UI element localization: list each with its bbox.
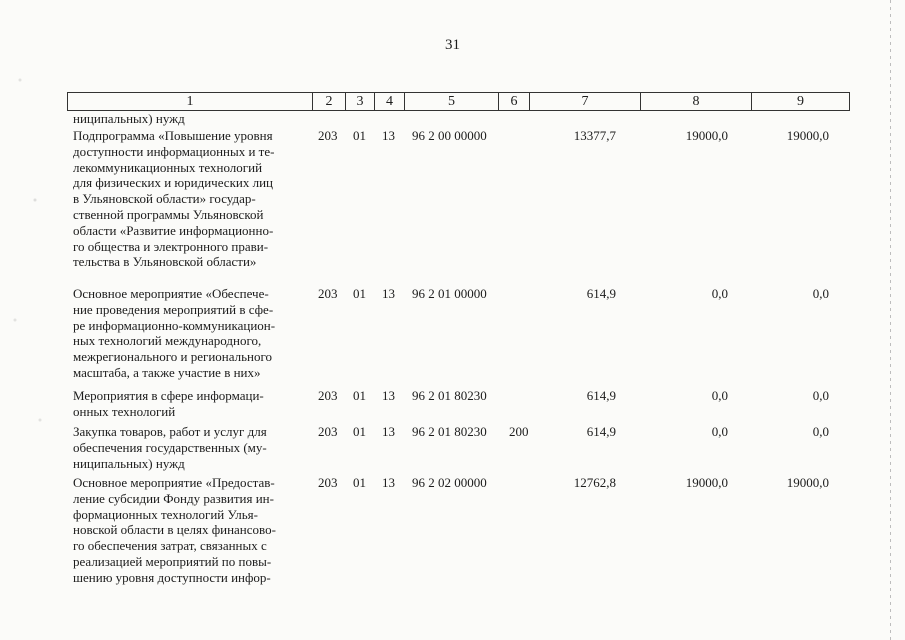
header-col-1: 1: [68, 93, 313, 111]
description-line: ниципальных) нужд: [73, 455, 185, 471]
row-3-col-2: 203: [318, 388, 338, 403]
description-line: для физических и юридических лиц: [73, 175, 274, 191]
description-line: в Ульяновской области» государ-: [73, 191, 256, 207]
row-2-col-5: 96 2 01 00000: [412, 286, 487, 301]
description-line: реализацией мероприятий по повы-: [73, 553, 272, 569]
description-line: области «Развитие информационно-: [73, 222, 274, 238]
description-line: ниципальных) нужд: [73, 111, 185, 126]
row-4-col-9: 0,0: [812, 424, 829, 439]
row-4-col-5: 96 2 01 80230: [412, 424, 487, 439]
header-col-4: 4: [375, 93, 405, 111]
description-line: доступности информационных и те-: [73, 143, 275, 159]
row-5-col-3: 01: [353, 475, 366, 490]
description-line: Подпрограмма «Повышение уровня: [73, 128, 273, 143]
description-line: новской области в целях финансово-: [73, 522, 276, 538]
row-4-col-2: 203: [318, 424, 338, 439]
header-col-3: 3: [346, 93, 375, 111]
header-col-2: 2: [313, 93, 346, 111]
description-line: межрегионального и регионального: [73, 349, 272, 365]
row-1-col-5: 96 2 00 00000: [412, 128, 487, 143]
row-5-col-7: 12762,8: [573, 475, 616, 490]
description-line: ных технологий международного,: [73, 333, 262, 349]
row-4-description: [73, 424, 308, 471]
row-2-col-4: 13: [382, 286, 395, 301]
row-0-description: [73, 111, 308, 127]
description-line: Основное мероприятие «Обеспече-: [73, 286, 269, 301]
header-col-9: 9: [752, 93, 850, 111]
row-5-col-9: 19000,0: [786, 475, 829, 490]
row-4-col-7: 614,9: [586, 424, 616, 439]
row-3-col-4: 13: [382, 388, 395, 403]
row-5-col-4: 13: [382, 475, 395, 490]
description-line: Закупка товаров, работ и услуг для: [73, 424, 267, 439]
description-line: онных технологий: [73, 403, 176, 419]
row-3-col-8: 0,0: [711, 388, 728, 403]
description-line: формационных технологий Улья-: [73, 506, 258, 522]
row-4-col-3: 01: [353, 424, 366, 439]
row-3-col-7: 614,9: [586, 388, 616, 403]
header-col-7: 7: [530, 93, 641, 111]
row-2-col-7: 614,9: [586, 286, 616, 301]
description-line: ственной программы Ульяновской: [73, 206, 264, 222]
row-1-col-8: 19000,0: [685, 128, 728, 143]
row-2-description: [73, 286, 308, 381]
row-5-col-5: 96 2 02 00000: [412, 475, 487, 490]
description-line: масштаба, а также участие в них»: [73, 364, 261, 380]
description-line: Основное мероприятие «Предостав-: [73, 475, 275, 490]
row-4-col-4: 13: [382, 424, 395, 439]
row-3-col-3: 01: [353, 388, 366, 403]
row-3-description: [73, 388, 308, 420]
description-line: лекоммуникационных технологий: [73, 159, 263, 175]
row-1-col-7: 13377,7: [573, 128, 616, 143]
row-1-col-2: 203: [318, 128, 338, 143]
description-line: тельства в Ульяновской области»: [73, 254, 257, 270]
row-5-description: [73, 475, 308, 586]
row-2-col-3: 01: [353, 286, 366, 301]
header-col-6: 6: [499, 93, 530, 111]
row-3-col-5: 96 2 01 80230: [412, 388, 487, 403]
header-col-5: 5: [405, 93, 499, 111]
row-2-col-2: 203: [318, 286, 338, 301]
description-line: го обеспечения затрат, связанных с: [73, 538, 267, 554]
description-line: обеспечения государственных (му-: [73, 439, 267, 455]
row-5-col-8: 19000,0: [685, 475, 728, 490]
row-5-col-2: 203: [318, 475, 338, 490]
row-3-col-9: 0,0: [812, 388, 829, 403]
page-number: 31: [445, 37, 460, 53]
row-1-col-4: 13: [382, 128, 395, 143]
row-4-col-8: 0,0: [711, 424, 728, 439]
description-line: ре информационно-коммуникацион-: [73, 317, 276, 333]
row-2-col-9: 0,0: [812, 286, 829, 301]
description-line: го общества и электронного прави-: [73, 238, 269, 254]
description-line: ние проведения мероприятий в сфе-: [73, 301, 274, 317]
row-4-col-6: 200: [509, 424, 529, 439]
row-1-col-9: 19000,0: [786, 128, 829, 143]
description-line: шению уровня доступности инфор-: [73, 569, 271, 585]
row-1-description: [73, 128, 308, 270]
row-2-col-8: 0,0: [711, 286, 728, 301]
description-line: Мероприятия в сфере информаци-: [73, 388, 264, 403]
row-1-col-3: 01: [353, 128, 366, 143]
header-col-8: 8: [641, 93, 752, 111]
description-line: ление субсидии Фонду развития ин-: [73, 490, 274, 506]
